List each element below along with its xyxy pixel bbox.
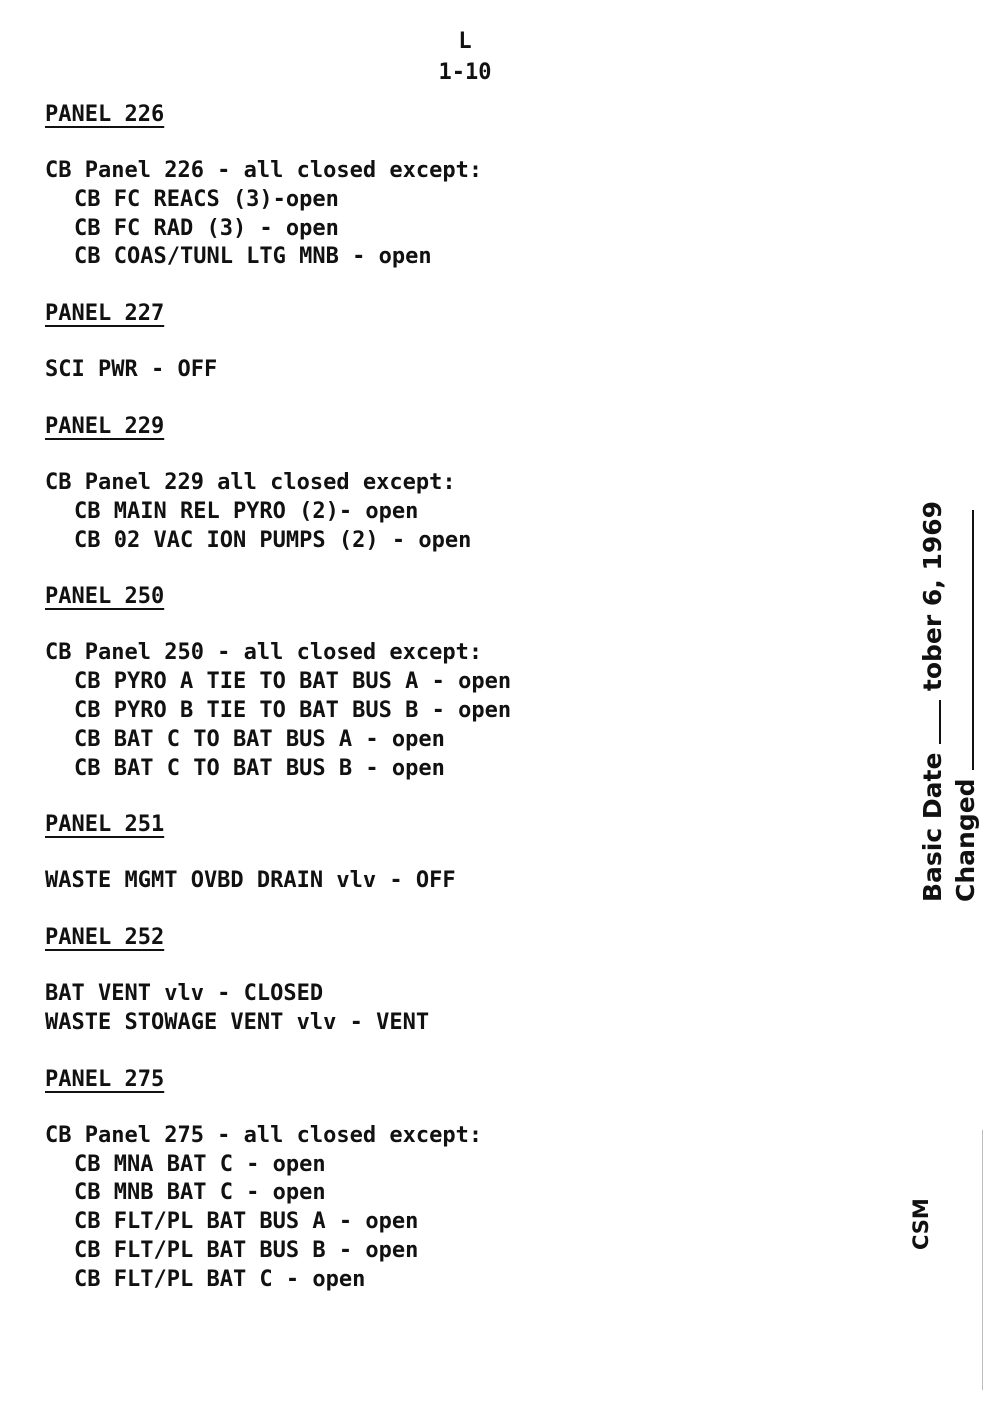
panel-section [45, 299, 845, 385]
checklist-item: WASTE MGMT OVBD DRAIN vlv - OFF [45, 868, 456, 894]
panel-heading: PANEL 251 [45, 812, 165, 838]
page-number: 1-10 [438, 60, 492, 85]
checklist-subitem: CB PYRO A TIE TO BAT BUS A - open [74, 669, 512, 695]
checklist-subitem: CB BAT C TO BAT BUS A - open [74, 726, 445, 752]
panel-section [45, 810, 845, 896]
checklist-subitem: CB FC RAD (3) - open [74, 215, 339, 241]
checklist-item: BAT VENT vlv - CLOSED [45, 981, 324, 1007]
checklist-subitem: CB 02 VAC ION PUMPS (2) - open [74, 527, 472, 553]
basic-date-value: tober 6, 1969 [918, 500, 947, 692]
checklist-item: SCI PWR - OFF [45, 357, 218, 383]
page-letter: L [458, 29, 472, 54]
changed-stamp [951, 510, 981, 902]
panel-heading: PANEL 229 [45, 413, 165, 439]
changed-blank [954, 510, 974, 770]
basic-date-stamp [918, 501, 948, 902]
panel-heading: PANEL 252 [45, 925, 165, 951]
panel-section [45, 1065, 845, 1295]
panel-section [45, 582, 845, 783]
checklist-subitem: CB MAIN REL PYRO (2)- open [74, 498, 419, 524]
page-edge-rule [982, 1130, 983, 1390]
panel-section [45, 100, 845, 272]
csm-label: CSM [909, 1198, 933, 1250]
panel-heading: PANEL 227 [45, 301, 165, 327]
panel-section [45, 412, 845, 555]
checklist-item: CB Panel 250 - all closed except: [45, 640, 483, 666]
checklist-subitem: CB FLT/PL BAT BUS A - open [74, 1209, 419, 1235]
checklist-subitem: CB FC REACS (3)-open [74, 186, 339, 212]
checklist-item: CB Panel 226 - all closed except: [45, 158, 483, 183]
checklist-item: CB Panel 275 - all closed except: [45, 1122, 483, 1148]
checklist-subitem: CB MNA BAT C - open [74, 1151, 326, 1177]
basic-date-blank [921, 700, 941, 744]
checklist-subitem: CB BAT C TO BAT BUS B - open [74, 755, 445, 781]
panel-heading: PANEL 226 [45, 102, 165, 127]
checklist-subitem: CB FLT/PL BAT C - open [74, 1266, 366, 1292]
basic-date-label: Basic Date [918, 752, 947, 902]
checklist-item: WASTE STOWAGE VENT vlv - VENT [45, 1009, 430, 1035]
checklist-subitem: CB FLT/PL BAT BUS B - open [74, 1237, 419, 1263]
checklist-item: CB Panel 229 all closed except: [45, 469, 456, 495]
checklist-subitem: CB COAS/TUNL LTG MNB - open [74, 244, 432, 270]
panel-heading: PANEL 275 [45, 1066, 165, 1092]
panel-heading: PANEL 250 [45, 584, 165, 610]
changed-label: Changed [951, 778, 980, 902]
checklist-subitem: CB MNB BAT C - open [74, 1180, 326, 1206]
page-header [0, 26, 930, 88]
checklist-body [45, 100, 845, 1322]
checklist-subitem: CB PYRO B TIE TO BAT BUS B - open [74, 697, 512, 723]
csm-margin-label [908, 1198, 934, 1250]
panel-section [45, 923, 845, 1038]
